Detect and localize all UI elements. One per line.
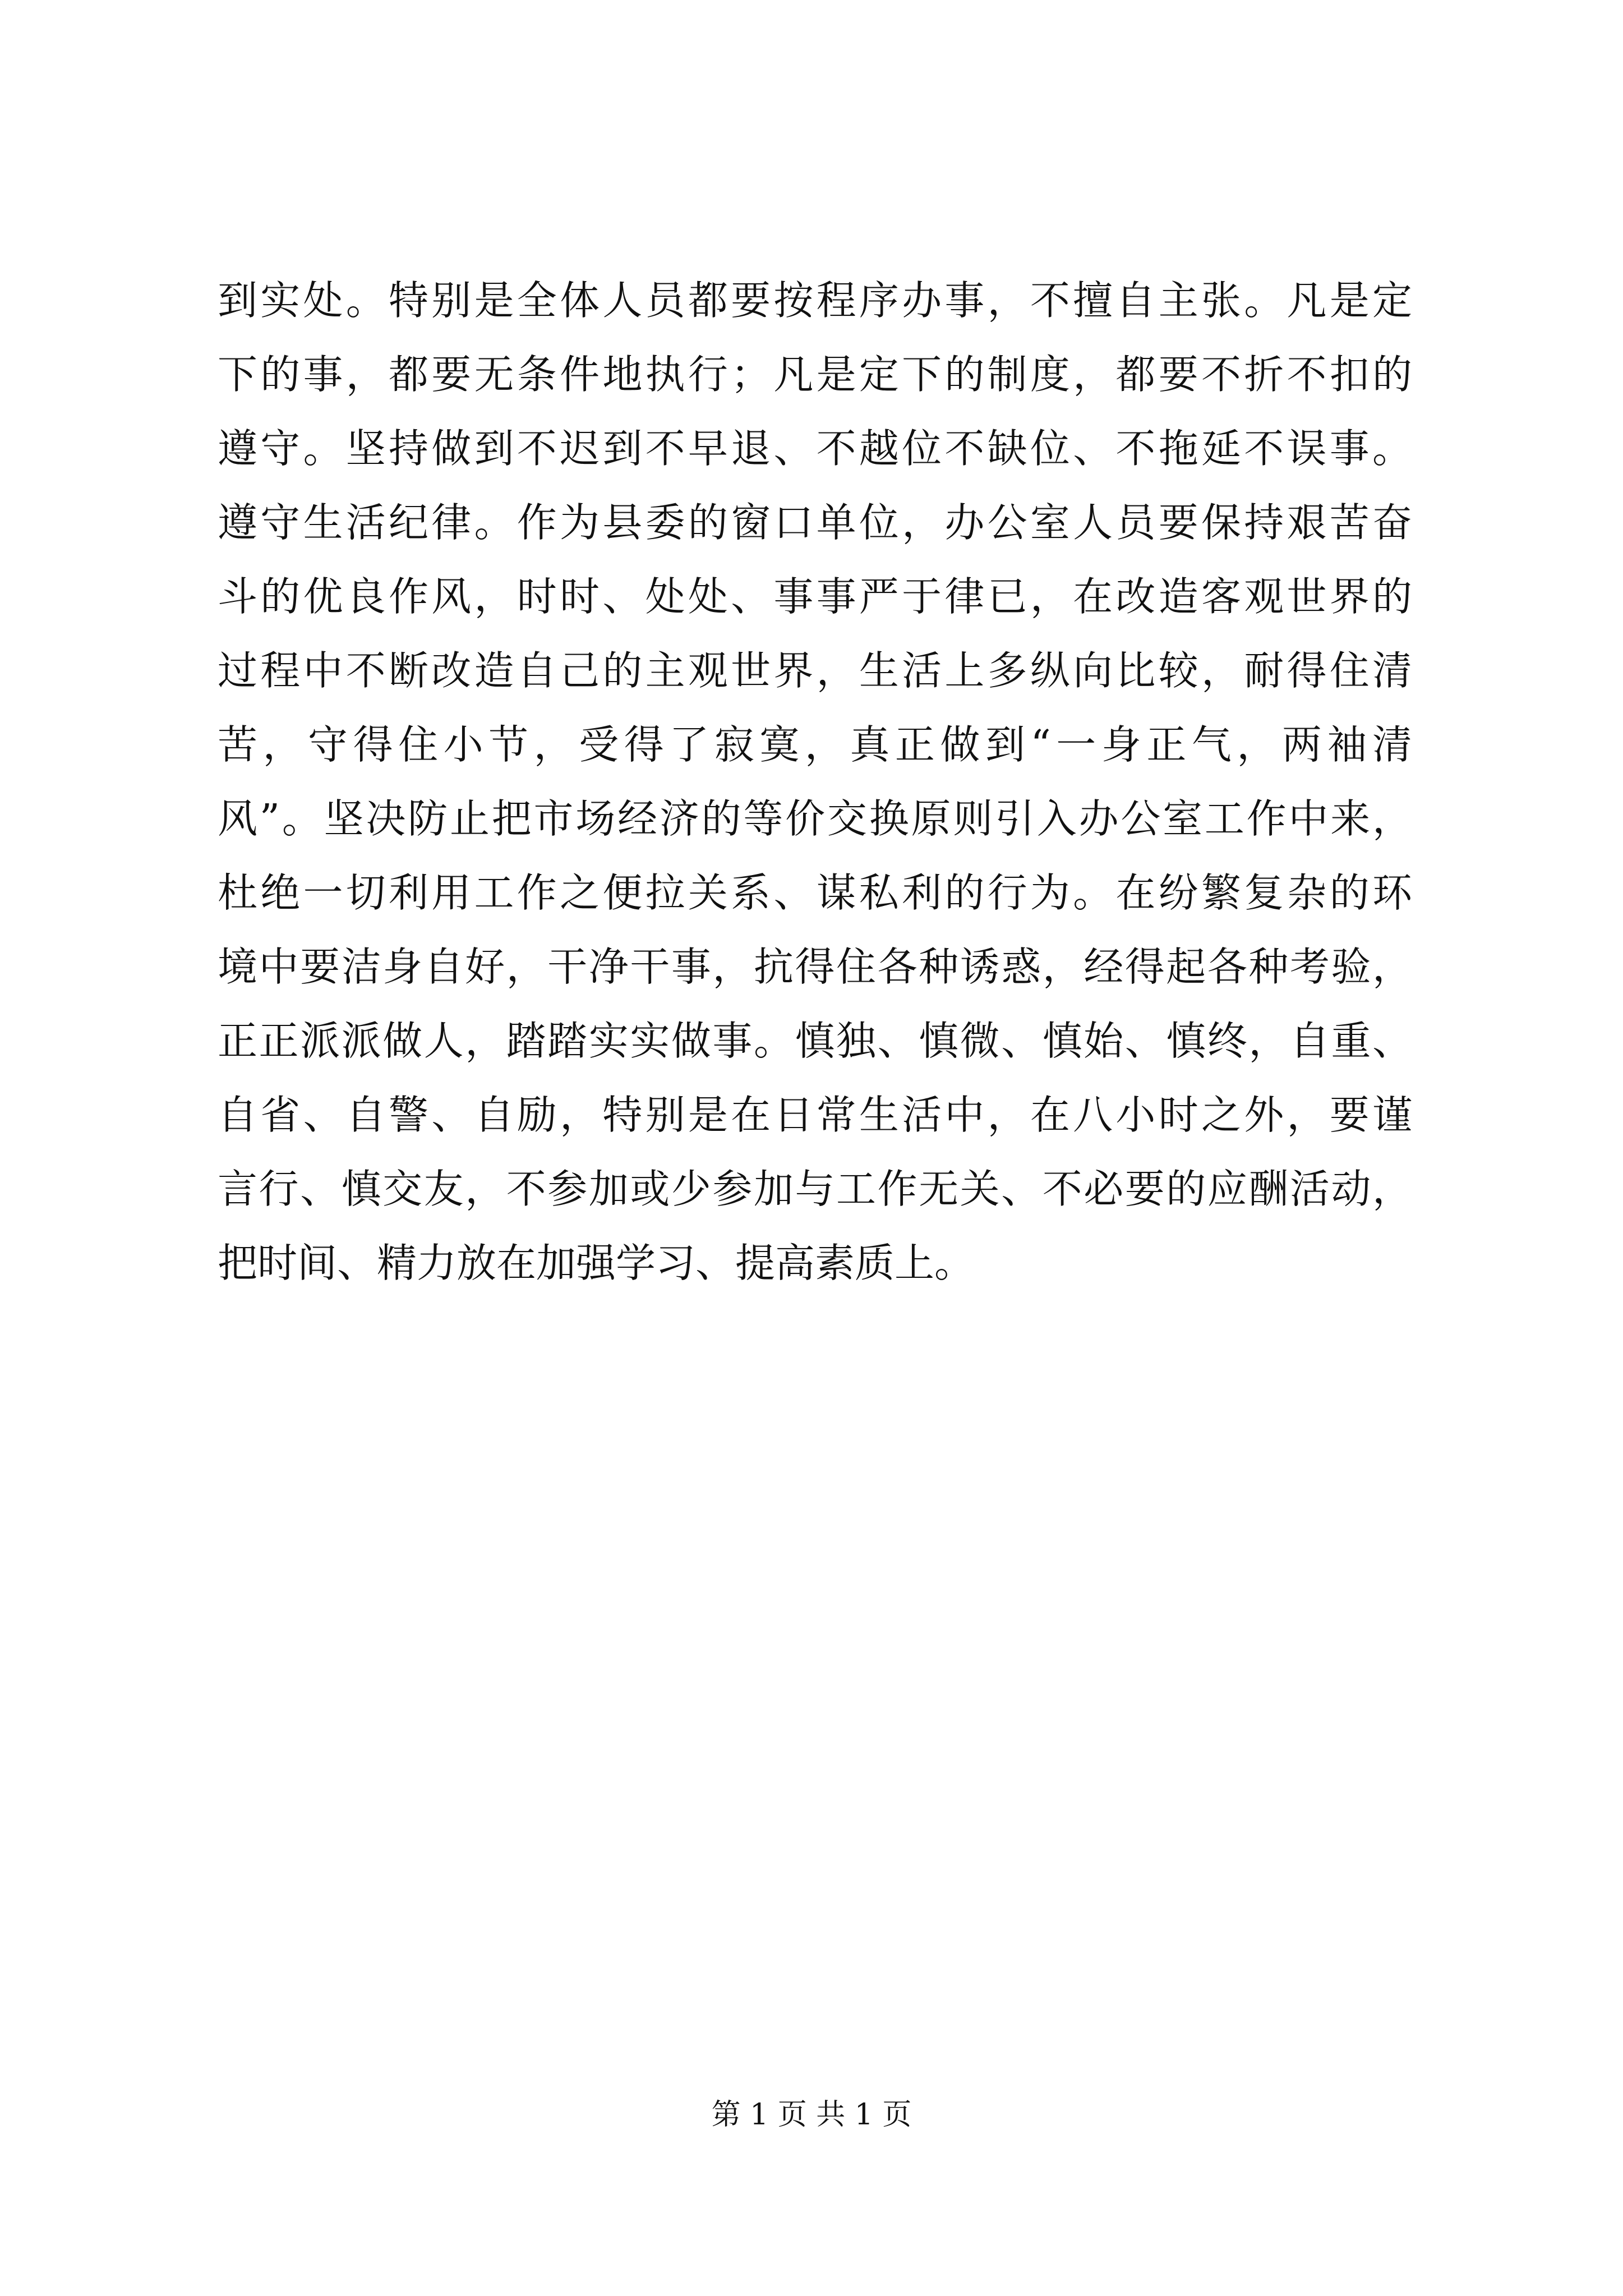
text-line: 言行、慎交友，不参加或少参加与工作无关、不必要的应酬活动， (218, 1166, 1412, 1212)
text-line: 斗的优良作风，时时、处处、事事严于律已，在改造客观世界的 (218, 573, 1412, 620)
text-line: 苦，守得住小节，受得了寂寞，真正做到“一身正气，两袖清 (218, 721, 1412, 768)
text-line: 遵守生活纪律。作为县委的窗口单位，办公室人员要保持艰苦奋 (218, 499, 1412, 546)
text-line: 境中要洁身自好，干净干事，抗得住各种诱惑，经得起各种考验， (218, 944, 1412, 990)
text-line: 杜绝一切利用工作之便拉关系、谋私利的行为。在纷繁复杂的环 (218, 869, 1412, 916)
text-line: 正正派派做人，踏踏实实做事。慎独、慎微、慎始、慎终，自重、 (218, 1018, 1412, 1064)
text-line: 遵守。坚持做到不迟到不早退、不越位不缺位、不拖延不误事。 (218, 425, 1412, 472)
page-number-footer: 第 1 页 共 1 页 (711, 2098, 912, 2132)
text-line: 下的事，都要无条件地执行；凡是定下的制度，都要不折不扣的 (218, 351, 1412, 398)
body-paragraph (218, 264, 1412, 1300)
text-line: 自省、自警、自励，特别是在日常生活中，在八小时之外，要谨 (218, 1092, 1412, 1138)
text-line: 过程中不断改造自己的主观世界，生活上多纵向比较，耐得住清 (218, 647, 1412, 694)
text-line: 把时间、精力放在加强学习、提高素质上。 (218, 1240, 975, 1286)
text-line: 风”。坚决防止把市场经济的等价交换原则引入办公室工作中来， (218, 795, 1412, 842)
text-line: 到实处。特别是全体人员都要按程序办事，不擅自主张。凡是定 (218, 277, 1412, 324)
